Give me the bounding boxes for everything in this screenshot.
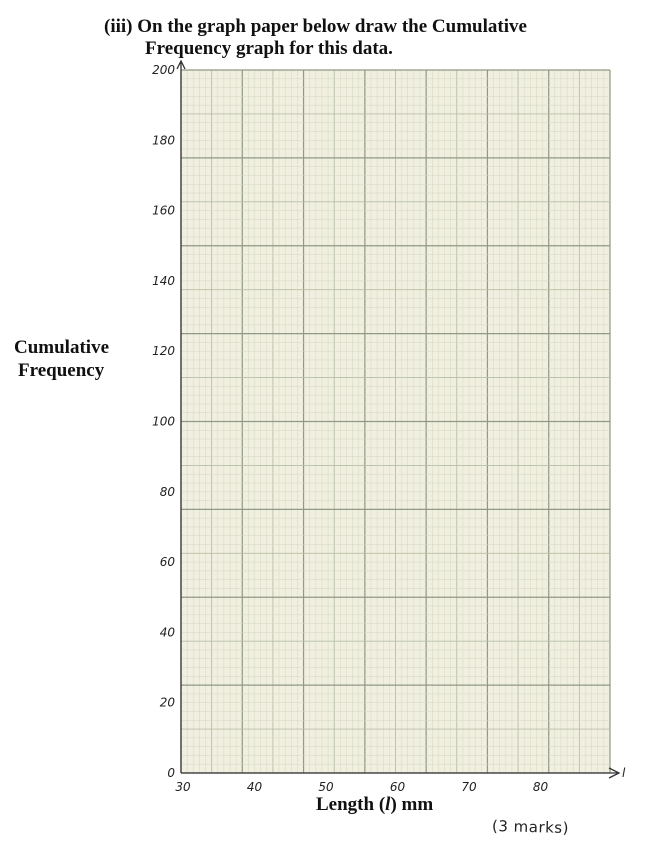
y-tick-label: 80 <box>159 484 175 499</box>
x-tick-label: 80 <box>532 780 549 794</box>
x-axis-label-post: ) mm <box>390 794 434 815</box>
marks-annotation: (3 marks) <box>491 816 570 838</box>
y-tick-label: 60 <box>159 555 175 570</box>
y-tick-label: 120 <box>152 344 175 359</box>
y-tick-label: 180 <box>152 133 175 148</box>
y-tick-label: 20 <box>159 695 175 710</box>
x-axis-label-variable: l <box>385 794 391 815</box>
x-tick-label: 50 <box>318 780 334 794</box>
heading-line-1: (iii) On the graph paper below draw the Cumulative <box>104 16 527 37</box>
x-axis-label-pre: Length ( <box>316 794 386 815</box>
grid-lines <box>181 70 610 773</box>
x-tick-label: 60 <box>389 780 406 794</box>
y-tick-label: 200 <box>152 63 175 77</box>
y-tick-labels <box>152 63 175 780</box>
y-axis-label-line-1: Cumulative <box>14 337 109 358</box>
heading-line-2: Frequency graph for this data. <box>145 38 393 59</box>
x-tick-label: 30 <box>175 780 191 794</box>
x-tick-labels <box>175 780 548 794</box>
x-tick-label: 40 <box>246 780 263 794</box>
y-tick-label: 140 <box>152 273 175 288</box>
y-axis-label-line-2: Frequency <box>18 360 105 381</box>
y-tick-label: 40 <box>159 625 175 640</box>
x-axis-end-label: l <box>622 766 626 780</box>
y-tick-label: 160 <box>152 203 175 218</box>
y-tick-label: 0 <box>167 766 175 780</box>
x-tick-label: 70 <box>461 780 477 794</box>
y-tick-label: 100 <box>152 414 175 429</box>
